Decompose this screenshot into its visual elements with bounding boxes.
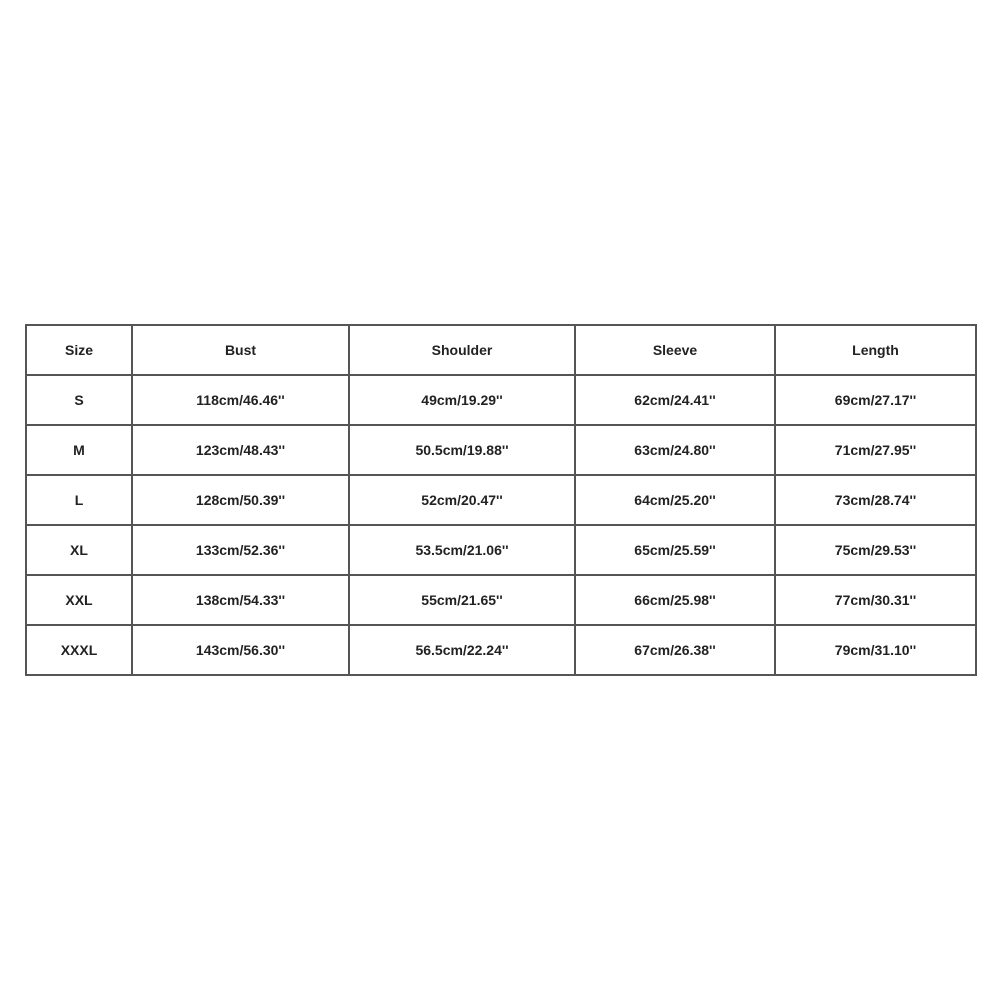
sleeve-cell: 62cm/24.41'' [575, 375, 775, 425]
sleeve-cell: 64cm/25.20'' [575, 475, 775, 525]
header-size: Size [26, 325, 132, 375]
header-bust: Bust [132, 325, 349, 375]
bust-cell: 128cm/50.39'' [132, 475, 349, 525]
sleeve-cell: 67cm/26.38'' [575, 625, 775, 675]
bust-cell: 138cm/54.33'' [132, 575, 349, 625]
shoulder-cell: 49cm/19.29'' [349, 375, 575, 425]
bust-cell: 118cm/46.46'' [132, 375, 349, 425]
table-row [26, 625, 976, 675]
bust-cell: 133cm/52.36'' [132, 525, 349, 575]
header-sleeve: Sleeve [575, 325, 775, 375]
sleeve-cell: 63cm/24.80'' [575, 425, 775, 475]
size-cell: L [26, 475, 132, 525]
shoulder-cell: 56.5cm/22.24'' [349, 625, 575, 675]
bust-cell: 143cm/56.30'' [132, 625, 349, 675]
length-cell: 71cm/27.95'' [775, 425, 976, 475]
length-cell: 79cm/31.10'' [775, 625, 976, 675]
header-row [26, 325, 976, 375]
shoulder-cell: 50.5cm/19.88'' [349, 425, 575, 475]
length-cell: 75cm/29.53'' [775, 525, 976, 575]
length-cell: 77cm/30.31'' [775, 575, 976, 625]
shoulder-cell: 55cm/21.65'' [349, 575, 575, 625]
bust-cell: 123cm/48.43'' [132, 425, 349, 475]
shoulder-cell: 53.5cm/21.06'' [349, 525, 575, 575]
header-length: Length [775, 325, 976, 375]
size-cell: XL [26, 525, 132, 575]
table-row [26, 525, 976, 575]
shoulder-cell: 52cm/20.47'' [349, 475, 575, 525]
table-row [26, 475, 976, 525]
sleeve-cell: 65cm/25.59'' [575, 525, 775, 575]
size-chart-table [25, 324, 977, 676]
table-row [26, 425, 976, 475]
sleeve-cell: 66cm/25.98'' [575, 575, 775, 625]
table-row [26, 375, 976, 425]
table-row [26, 575, 976, 625]
length-cell: 73cm/28.74'' [775, 475, 976, 525]
header-shoulder: Shoulder [349, 325, 575, 375]
size-cell: S [26, 375, 132, 425]
size-cell: M [26, 425, 132, 475]
size-cell: XXL [26, 575, 132, 625]
size-cell: XXXL [26, 625, 132, 675]
length-cell: 69cm/27.17'' [775, 375, 976, 425]
